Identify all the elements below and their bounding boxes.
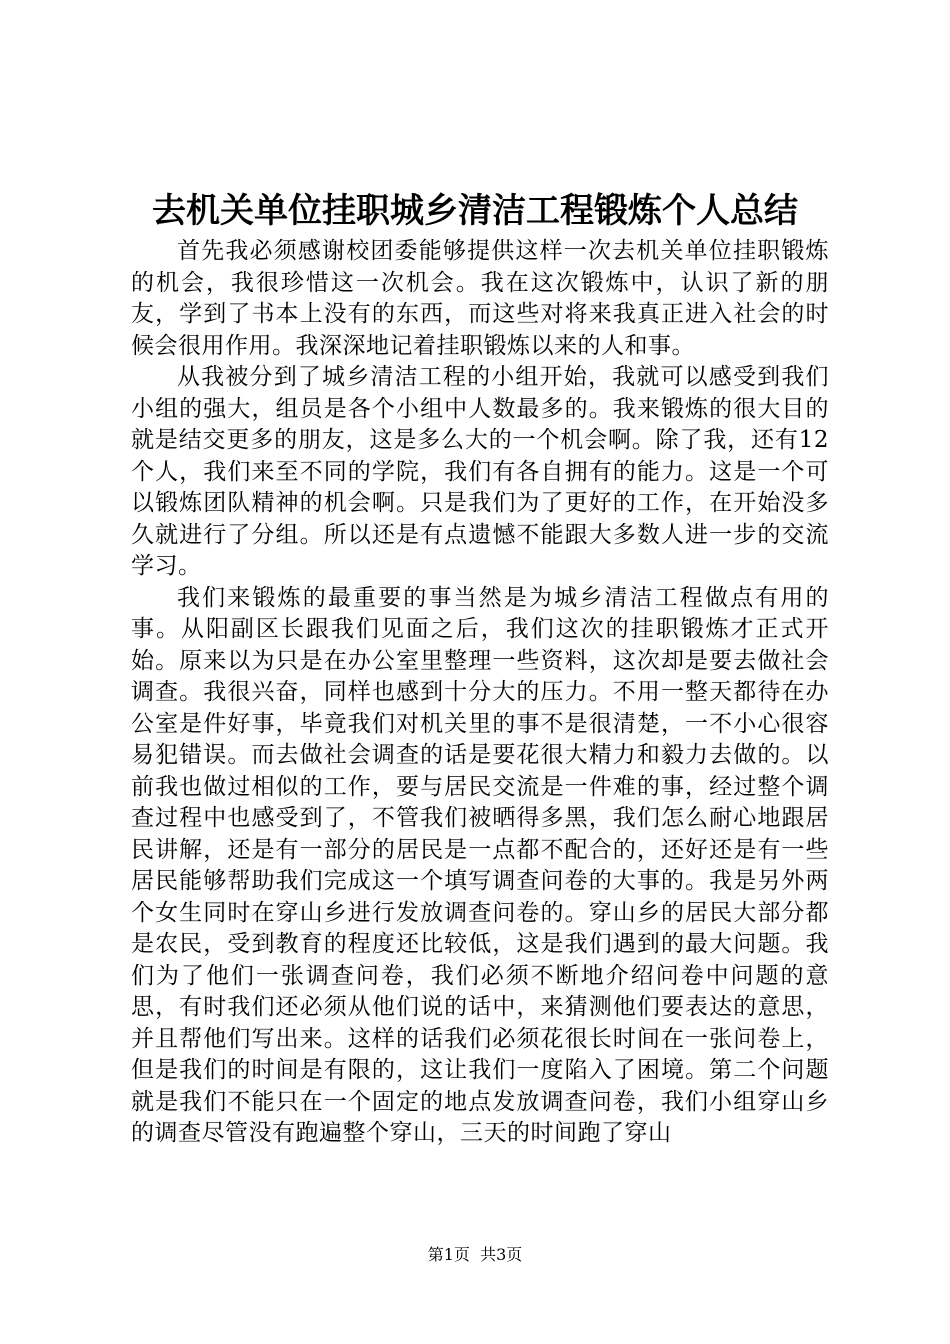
paragraph-2: 从我被分到了城乡清洁工程的小组开始，我就可以感受到我们小组的强大，组员是各个小组中人数最多的。我来锻炼的很大目的就是结交更多的朋友，这是多么大的一个机会啊。除了我，还有12个人，我们来至不同的学院，我们有各自拥有的能力。这是一个可以锻炼团队精神的机会啊。只是我们为了更好的工作，在开始没多久就进行了分组。所以还是有点遗憾不能跟大多数人进一步的交流学习。 xyxy=(131,364,829,579)
document-body xyxy=(131,236,829,1150)
paragraph-3: 我们来锻炼的最重要的事当然是为城乡清洁工程做点有用的事。从阳副区长跟我们见面之后，我们这次的挂职锻炼才正式开始。原来以为只是在办公室里整理一些资料，这次却是要去做社会调查。我很兴奋，同样也感到十分大的压力。不用一整天都待在办公室是件好事，毕竟我们对机关里的事不是很清楚，一不小心很容易犯错误。而去做社会调查的话是要花很大精力和毅力去做的。以前我也做过相似的工作，要与居民交流是一件难的事，经过整个调查过程中也感受到了，不管我们被晒得多黑，我们怎么耐心地跟居民讲解，还是有一部分的居民是一点都不配合的，还好还是有一些居民能够帮助我们完成这一个填写调查问卷的大事的。我是另外两个女生同时在穿山乡进行发放调查问卷的。穿山乡的居民大部分都是农民，受到教育的程度还比较低，这是我们遇到的最大问题。我们为了他们一张调查问卷，我们必须不断地介绍问卷中问题的意思，有时我们还必须从他们说的话中，来猜测他们要表达的意思，并且帮他们写出来。这样的话我们必须花很长时间在一张问卷上，但是我们的时间是有限的，这让我们一度陷入了困境。第二个问题就是我们不能只在一个固定的地点发放调查问卷，我们小组穿山乡的调查尽管没有跑遍整个穿山，三天的时间跑了穿山 xyxy=(131,584,829,1146)
document-title: 去机关单位挂职城乡清洁工程锻炼个人总结 xyxy=(152,191,798,231)
paragraph-1: 首先我必须感谢校团委能够提供这样一次去机关单位挂职锻炼的机会，我很珍惜这一次机会。我在这次锻炼中，认识了新的朋友，学到了书本上没有的东西，而这些对将来我真正进入社会的时候会很用作用。我深深地记着挂职锻炼以来的人和事。 xyxy=(131,238,829,359)
page-number-footer: 第1页 共3页 xyxy=(427,1245,523,1264)
